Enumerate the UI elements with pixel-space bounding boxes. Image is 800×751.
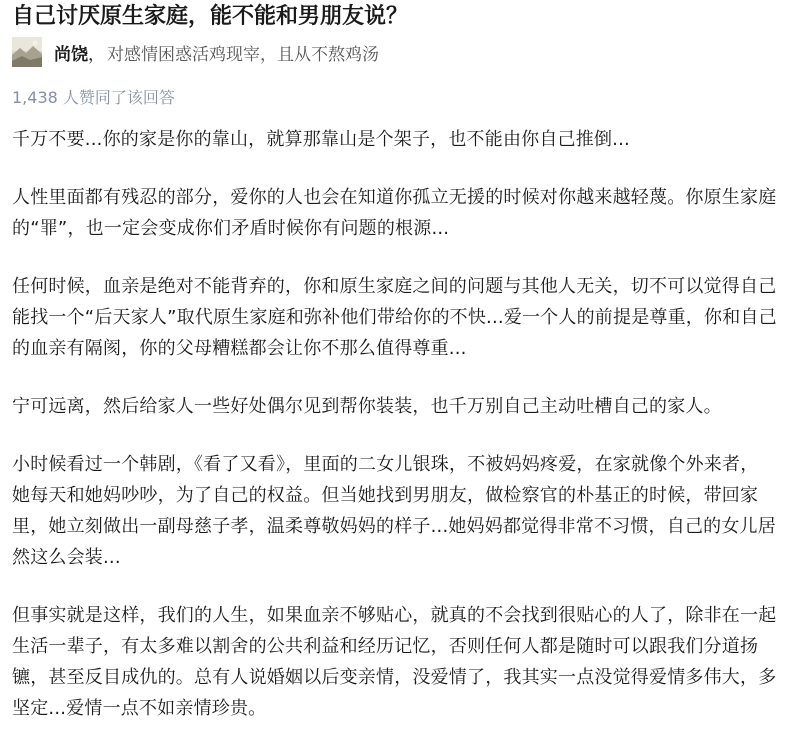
answer-text-line: 镳，甚至反目成仇的。总有人说婚姻以后变亲情，没爱情了，我其实一点没觉得爱情多伟大，多	[12, 667, 777, 688]
answer-paragraph	[12, 600, 792, 724]
answer-text-line: 的血亲有隔阂，你的父母糟糕都会让你不那么值得尊重...	[12, 338, 467, 359]
answer-paragraph	[12, 391, 792, 422]
answer-text-line: 千万不要...你的家是你的靠山，就算那靠山是个架子，也不能由你自己推倒...	[12, 129, 630, 150]
landscape-photo-avatar-icon	[12, 37, 42, 67]
answer-text-line: 任何时候，血亲是绝对不能背弃的，你和原生家庭之间的问题与其他人无关，切不可以觉得自己	[12, 276, 777, 297]
answer-text-line: 生活一辈子，有太多难以割舍的公共利益和经历记忆，否则任何人都是随时可以跟我们分道扬	[12, 636, 759, 657]
vote-count: 1,438 人赞同了该回答	[12, 88, 175, 107]
answer-text-line: 能找一个“后天家人”取代原生家庭和弥补他们带给你的不快...爱一个人的前提是尊重，你和自己	[12, 307, 777, 328]
author-info	[12, 37, 379, 67]
answer-paragraph	[12, 124, 792, 155]
answer-paragraph	[12, 271, 792, 364]
answer-text-line: 宁可远离，然后给家人一些好处偶尔见到帮你装装，也千万别自己主动吐槽自己的家人。	[12, 396, 722, 417]
answer-paragraph	[12, 449, 792, 573]
author-name[interactable]: 尚饶	[54, 44, 88, 65]
answer-paragraph	[12, 182, 792, 244]
answer-text-line: 但事实就是这样，我们的人生，如果血亲不够贴心，就真的不会找到很贴心的人了，除非在一起	[12, 605, 777, 626]
author-separator: ，	[88, 44, 105, 65]
answer-text-line: 然这么会装...	[12, 547, 121, 568]
answer-text-line: 里，她立刻做出一副母慈子孝，温柔尊敬妈妈的样子...她妈妈都觉得非常不习惯，自己的女儿居	[12, 516, 776, 537]
answer-text-line: 坚定...爱情一点不如亲情珍贵。	[12, 698, 267, 719]
answer-text-line: 的“罪”，也一定会变成你们矛盾时候你有问题的根源...	[12, 218, 450, 239]
answer-text-line: 人性里面都有残忍的部分，爱你的人也会在知道你孤立无援的时候对你越来越轻蔑。你原生家庭	[12, 187, 777, 208]
answer-text-line: 小时候看过一个韩剧，《看了又看》，里面的二女儿银珠，不被妈妈疼爱，在家就像个外来者，	[12, 454, 759, 475]
avatar[interactable]	[12, 37, 42, 67]
answer-body	[12, 124, 792, 751]
author-bio: 对感情困惑活鸡现宰，且从不熬鸡汤	[107, 44, 379, 65]
answer-text-line: 她每天和她妈吵吵，为了自己的权益。但当她找到男朋友，做检察官的朴基正的时候，带回家	[12, 485, 759, 506]
question-title[interactable]: 自己讨厌原生家庭，能不能和男朋友说？	[12, 4, 409, 29]
